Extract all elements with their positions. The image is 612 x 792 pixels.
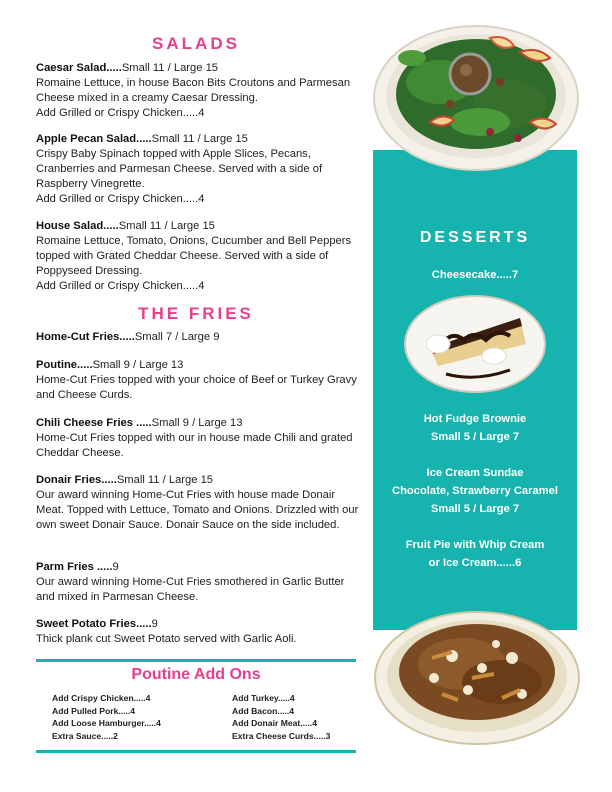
item-description: Crispy Baby Spinach topped with Apple Slices, Pecans, Cranberries and Parmesan Cheese. Served with a side of Raspberry Vinegrette. (36, 148, 323, 190)
item-price: Small 9 / Large 13 (92, 359, 184, 371)
item-name: Sweet Potato Fries..... (36, 618, 152, 630)
item-description: Our award winning Home-Cut Fries with house made Donair Meat. Topped with Lettuce, Tomato and Onions. Drizzled with our own sweet Donair Sauce. Donair Sauce on the side included. (36, 489, 359, 531)
dessert-line: or Ice Cream......6 (428, 557, 522, 569)
menu-item-home-cut-fries (36, 330, 366, 345)
addon-item: Extra Cheese Curds.....3 (232, 730, 331, 741)
menu-item-chili-cheese-fries (36, 416, 366, 461)
menu-item-parm-fries (36, 560, 366, 605)
dessert-fruit-pie (373, 536, 577, 572)
item-name: House Salad..... (36, 220, 119, 232)
dessert-cheesecake (373, 266, 577, 284)
dessert-line: Fruit Pie with Whip Cream (405, 539, 545, 551)
dessert-line: Small 5 / Large 7 (430, 431, 520, 443)
dessert-line: Ice Cream Sundae (426, 467, 524, 479)
item-price: Small 11 / Large 15 (118, 220, 215, 232)
item-price: Small 7 / Large 9 (134, 331, 220, 343)
addon-item: Add Crispy Chicken.....4 (52, 693, 151, 703)
menu-item-sweet-potato-fries (36, 617, 366, 647)
addon-item: Add Turkey.....4 (232, 693, 295, 703)
addons-right-column (232, 692, 330, 742)
cheesecake-plate-photo (402, 292, 548, 396)
item-price: Small 11 / Large 15 (121, 62, 219, 74)
item-name: Chili Cheese Fries ..... (36, 417, 152, 429)
item-description: Our award winning Home-Cut Fries smothered in Garlic Butter and mixed in Parmesan Cheese. (36, 576, 345, 603)
item-addon: Add Grilled or Crispy Chicken.....4 (36, 193, 205, 205)
dessert-hot-fudge-brownie (373, 410, 577, 446)
dessert-ice-cream-sundae (373, 464, 577, 518)
item-price: 9 (151, 618, 158, 630)
item-description: Thick plank cut Sweet Potato served with Garlic Aoli. (36, 633, 297, 645)
item-name: Parm Fries ..... (36, 561, 113, 573)
dessert-line: Small 5 / Large 7 (430, 503, 520, 515)
item-name: Poutine..... (36, 359, 93, 371)
poutine-addons-title: Poutine Add Ons (131, 666, 261, 683)
item-addon: Add Grilled or Crispy Chicken.....4 (36, 280, 205, 292)
item-addon: Add Grilled or Crispy Chicken.....4 (36, 107, 205, 119)
item-name: Home-Cut Fries..... (36, 331, 135, 343)
item-name: Apple Pecan Salad..... (36, 133, 152, 145)
addon-item: Extra Sauce.....2 (52, 730, 118, 741)
menu-item-apple-pecan-salad (36, 132, 366, 207)
addons-left-column (52, 692, 161, 742)
menu-item-house-salad (36, 219, 366, 294)
menu-item-caesar-salad (36, 61, 366, 121)
item-description: Home-Cut Fries topped with our in house made Chili and grated Cheddar Cheese. (36, 432, 353, 459)
menu-item-donair-fries (36, 473, 366, 533)
fries-heading: THE FRIES (138, 304, 254, 323)
salad-bowl-photo (370, 12, 582, 172)
item-description: Romaine Lettuce, Tomato, Onions, Cucumber and Bell Peppers topped with Grated Cheddar Cheese. Served with a side of Poppyseed Dressing. (36, 235, 352, 277)
desserts-heading: DESSERTS (419, 229, 531, 246)
item-price: 9 (112, 561, 119, 573)
dessert-line: Chocolate, Strawberry Caramel (391, 485, 558, 497)
item-price: Small 9 / Large 13 (151, 417, 243, 429)
item-description: Romaine Lettuce, in house Bacon Bits Croutons and Parmesan Cheese mixed in a creamy Caesar Dressing. (36, 77, 351, 104)
addon-item: Add Pulled Pork.....4 (52, 705, 136, 716)
menu-item-poutine (36, 358, 366, 403)
dessert-line: Cheesecake.....7 (431, 269, 519, 281)
item-price: Small 11 / Large 15 (116, 474, 214, 486)
item-name: Caesar Salad..... (36, 62, 122, 74)
poutine-bowl-photo (372, 598, 582, 748)
addon-item: Add Bacon.....4 (232, 705, 295, 716)
addon-item: Add Donair Meat.....4 (232, 718, 317, 728)
item-description: Home-Cut Fries topped with your choice of Beef or Turkey Gravy and Cheese Curds. (36, 374, 357, 401)
addon-item: Add Loose Hamburger.....4 (52, 718, 161, 728)
dessert-line: Hot Fudge Brownie (423, 413, 527, 425)
salads-heading: SALADS (152, 34, 240, 53)
item-name: Donair Fries..... (36, 474, 117, 486)
item-price: Small 11 / Large 15 (151, 133, 248, 145)
